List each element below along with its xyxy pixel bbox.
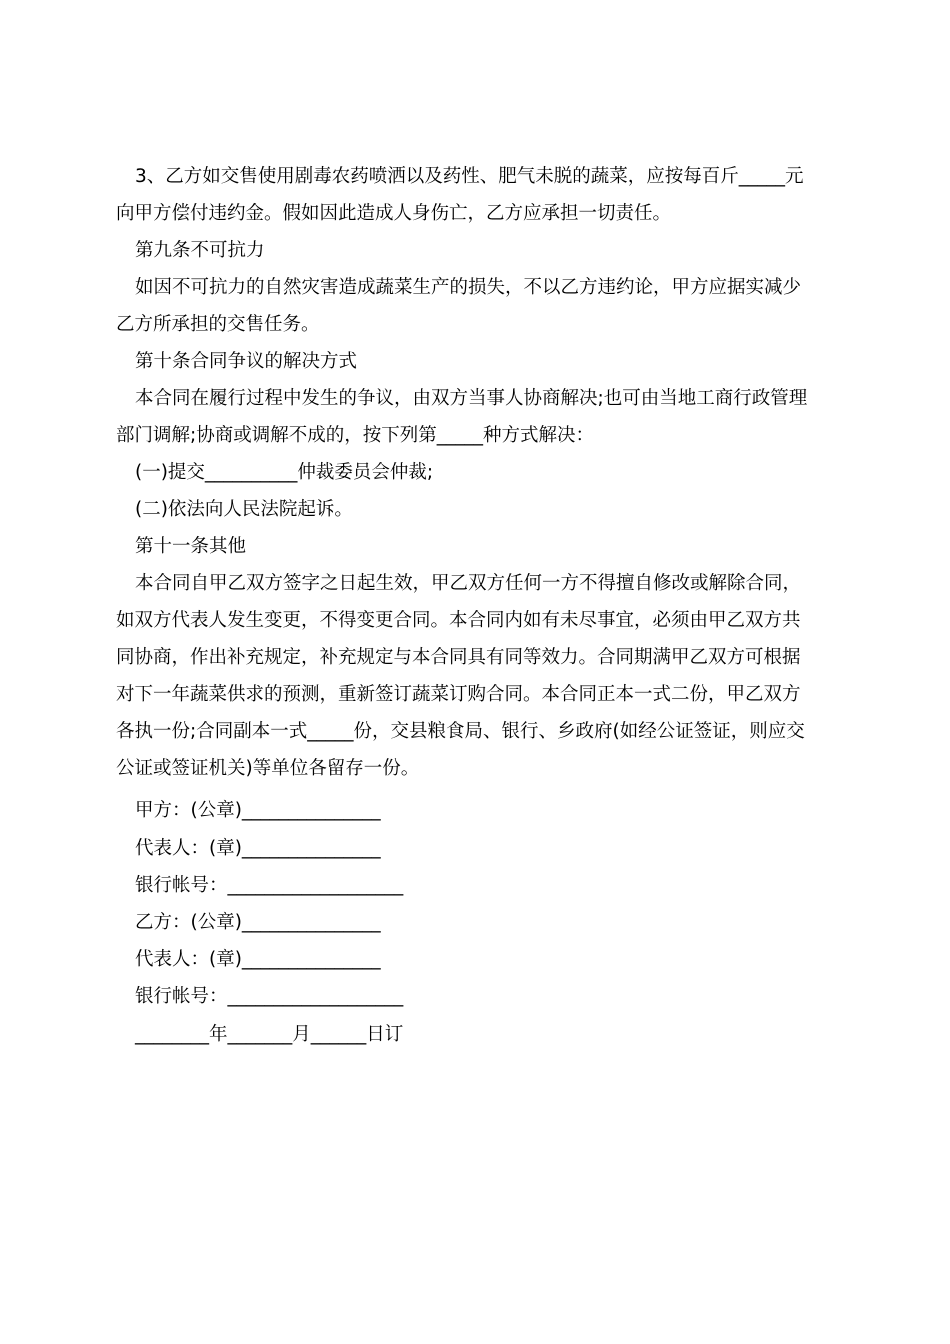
clause-10-text-line-1: 本合同在履行过程中发生的争议，由双方当事人协商解决;也可由当地工商行政管理 <box>135 388 808 409</box>
party-a-representative: 代表人：(章)_______________ <box>135 838 381 859</box>
clause-11-heading: 第十一条其他 <box>135 536 247 557</box>
clause-9-text-line-1: 如因不可抗力的自然灾害造成蔬菜生产的损失，不以乙方违约论，甲方应据实减少 <box>135 277 802 298</box>
party-b-representative: 代表人：(章)_______________ <box>135 949 381 970</box>
clause-10-option-2: (二)依法向人民法院起诉。 <box>135 499 353 520</box>
party-a-seal: 甲方：(公章)_______________ <box>135 800 381 821</box>
clause-11-text-line-2: 如双方代表人发生变更，不得变更合同。本合同内如有未尽事宜，必须由甲乙双方共 <box>116 610 801 631</box>
clause-10-text-line-2: 部门调解;协商或调解不成的，按下列第_____种方式解决： <box>116 425 594 446</box>
clause-11-text-line-4: 对下一年蔬菜供求的预测，重新签订蔬菜订购合同。本合同正本一式二份，甲乙双方 <box>116 684 801 705</box>
clause-9-heading: 第九条不可抗力 <box>135 240 265 261</box>
party-b-bank-account: 银行帐号：___________________ <box>135 986 404 1007</box>
signing-date: ________年_______月______日订 <box>135 1024 404 1045</box>
clause-11-text-line-5: 各执一份;合同副本一式_____份，交县粮食局、银行、乡政府(如经公证签证，则应交 <box>116 721 805 742</box>
clause-9-text-line-2: 乙方所承担的交售任务。 <box>116 314 320 335</box>
clause-11-text-line-1: 本合同自甲乙双方签字之日起生效，甲乙双方任何一方不得擅自修改或解除合同， <box>135 573 802 594</box>
clause-10-heading: 第十条合同争议的解决方式 <box>135 351 358 372</box>
clause-10-option-1: (一)提交__________仲裁委员会仲裁; <box>135 462 434 483</box>
party-b-seal: 乙方：(公章)_______________ <box>135 912 381 933</box>
clause-8-item-3-line-1: 3、乙方如交售使用剧毒农药喷洒以及药性、肥气未脱的蔬菜，应按每百斤_____元 <box>135 166 804 187</box>
clause-11-text-line-6: 公证或签证机关)等单位各留存一份。 <box>116 758 420 779</box>
party-a-bank-account: 银行帐号：___________________ <box>135 875 404 896</box>
clause-8-item-3-line-2: 向甲方偿付违约金。假如因此造成人身伤亡，乙方应承担一切责任。 <box>116 203 672 224</box>
clause-11-text-line-3: 同协商，作出补充规定，补充规定与本合同具有同等效力。合同期满甲乙双方可根据 <box>116 647 801 668</box>
